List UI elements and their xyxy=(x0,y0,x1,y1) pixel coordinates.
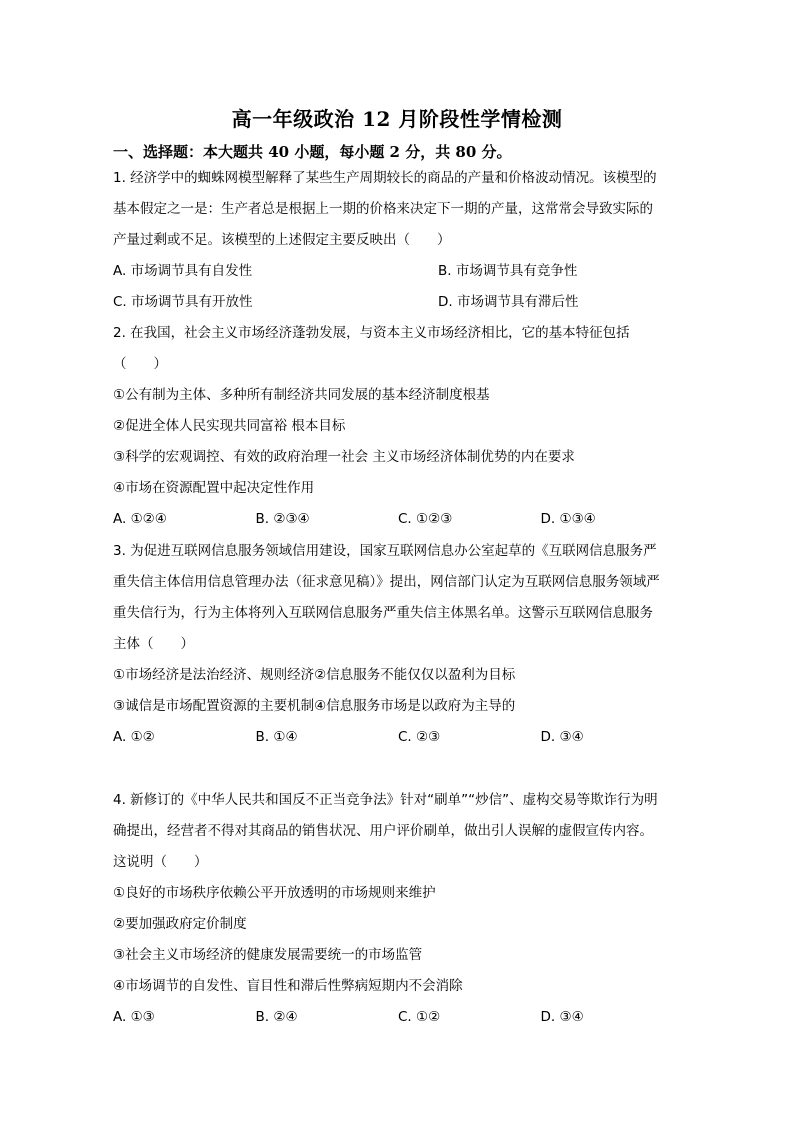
question-text-line: 重失信主体信用信息管理办法（征求意见稿）》提出，网信部门认定为互联网信息服务领域严 xyxy=(113,574,660,590)
option-a: A. ①②④ xyxy=(113,511,167,527)
question-text-line: 3. 为促进互联网信息服务领域信用建设，国家互联网信息办公室起草的《互联网信息服务严 xyxy=(113,543,657,559)
option-d: D. ①③④ xyxy=(540,511,596,527)
option-b: B. 市场调节具有竞争性 xyxy=(438,263,578,279)
question-text-line: 重失信行为，行为主体将列入互联网信息服务严重失信主体黑名单。这警示互联网信息服务 xyxy=(113,605,653,621)
question-text-line: 基本假定之一是：生产者总是根据上一期的价格来决定下一期的产量，这常常会导致实际的 xyxy=(113,201,653,217)
question-statement: ②要加强政府定价制度 xyxy=(113,916,247,932)
option-c: C. ①②③ xyxy=(398,511,453,527)
option-d: D. ③④ xyxy=(540,1009,584,1025)
question-statement: ③社会主义市场经济的健康发展需要统一的市场监管 xyxy=(113,947,423,963)
question-text-line: 产量过剩或不足。该模型的上述假定主要反映出（ ） xyxy=(113,232,451,248)
option-b: B. ①④ xyxy=(255,729,298,745)
option-c: C. 市场调节具有开放性 xyxy=(113,294,253,310)
option-d: D. 市场调节具有滞后性 xyxy=(438,294,579,310)
question-text-line: （ ） xyxy=(113,356,167,372)
question-4 xyxy=(113,785,683,1033)
question-statement: ①公有制为主体、多种所有制经济共同发展的基本经济制度根基 xyxy=(113,387,490,403)
question-text-line: 这说明（ ） xyxy=(113,854,208,870)
option-row xyxy=(113,722,683,753)
question-statement: ③科学的宏观调控、有效的政府治理一社会 主义市场经济体制优势的内在要求 xyxy=(113,449,575,465)
question-statement: ④市场在资源配置中起决定性作用 xyxy=(113,480,315,496)
option-a: A. 市场调节具有自发性 xyxy=(113,263,253,279)
question-text-line: 4. 新修订的《中华人民共和国反不正当竞争法》针对“刷单”“炒信”、虚构交易等欺诈行为明 xyxy=(113,792,658,808)
question-statement: ①良好的市场秩序依赖公平开放透明的市场规则来维护 xyxy=(113,885,436,901)
page-title: 高一年级政治 12 月阶段性学情检测 xyxy=(231,107,563,131)
question-statement: ②促进全体人民实现共同富裕 根本目标 xyxy=(113,418,346,434)
section-heading: 一、选择题：本大题共 40 小题，每小题 2 分，共 80 分。 xyxy=(113,143,512,161)
question-statement: ④市场调节的自发性、盲目性和滞后性弊病短期内不会消除 xyxy=(113,978,463,994)
question-statement: ③诚信是市场配置资源的主要机制④信息服务市场是以政府为主导的 xyxy=(113,698,516,714)
option-a: A. ①③ xyxy=(113,1009,155,1025)
question-text-line: 2. 在我国，社会主义市场经济蓬勃发展，与资本主义市场经济相比，它的基本特征包括 xyxy=(113,325,630,341)
question-statement: ①市场经济是法治经济、规则经济②信息服务不能仅仅以盈利为目标 xyxy=(113,667,516,683)
question-text-line: 1. 经济学中的蜘蛛网模型解释了某些生产周期较长的商品的产量和价格波动情况。该模型的 xyxy=(113,170,657,186)
option-row xyxy=(113,1002,683,1033)
option-row xyxy=(113,256,683,287)
option-a: A. ①② xyxy=(113,729,155,745)
question-text-line: 主体（ ） xyxy=(113,636,194,652)
question-1 xyxy=(113,163,683,318)
option-b: B. ②③④ xyxy=(255,511,310,527)
option-c: C. ①② xyxy=(398,1009,441,1025)
question-3 xyxy=(113,536,683,753)
option-b: B. ②④ xyxy=(255,1009,298,1025)
option-row xyxy=(113,287,683,318)
question-text-line: 确提出，经营者不得对其商品的销售状况、用户评价刷单，做出引人误解的虚假宣传内容。 xyxy=(113,823,653,839)
option-d: D. ③④ xyxy=(540,729,584,745)
question-2 xyxy=(113,318,683,535)
option-c: C. ②③ xyxy=(398,729,441,745)
option-row xyxy=(113,504,683,535)
